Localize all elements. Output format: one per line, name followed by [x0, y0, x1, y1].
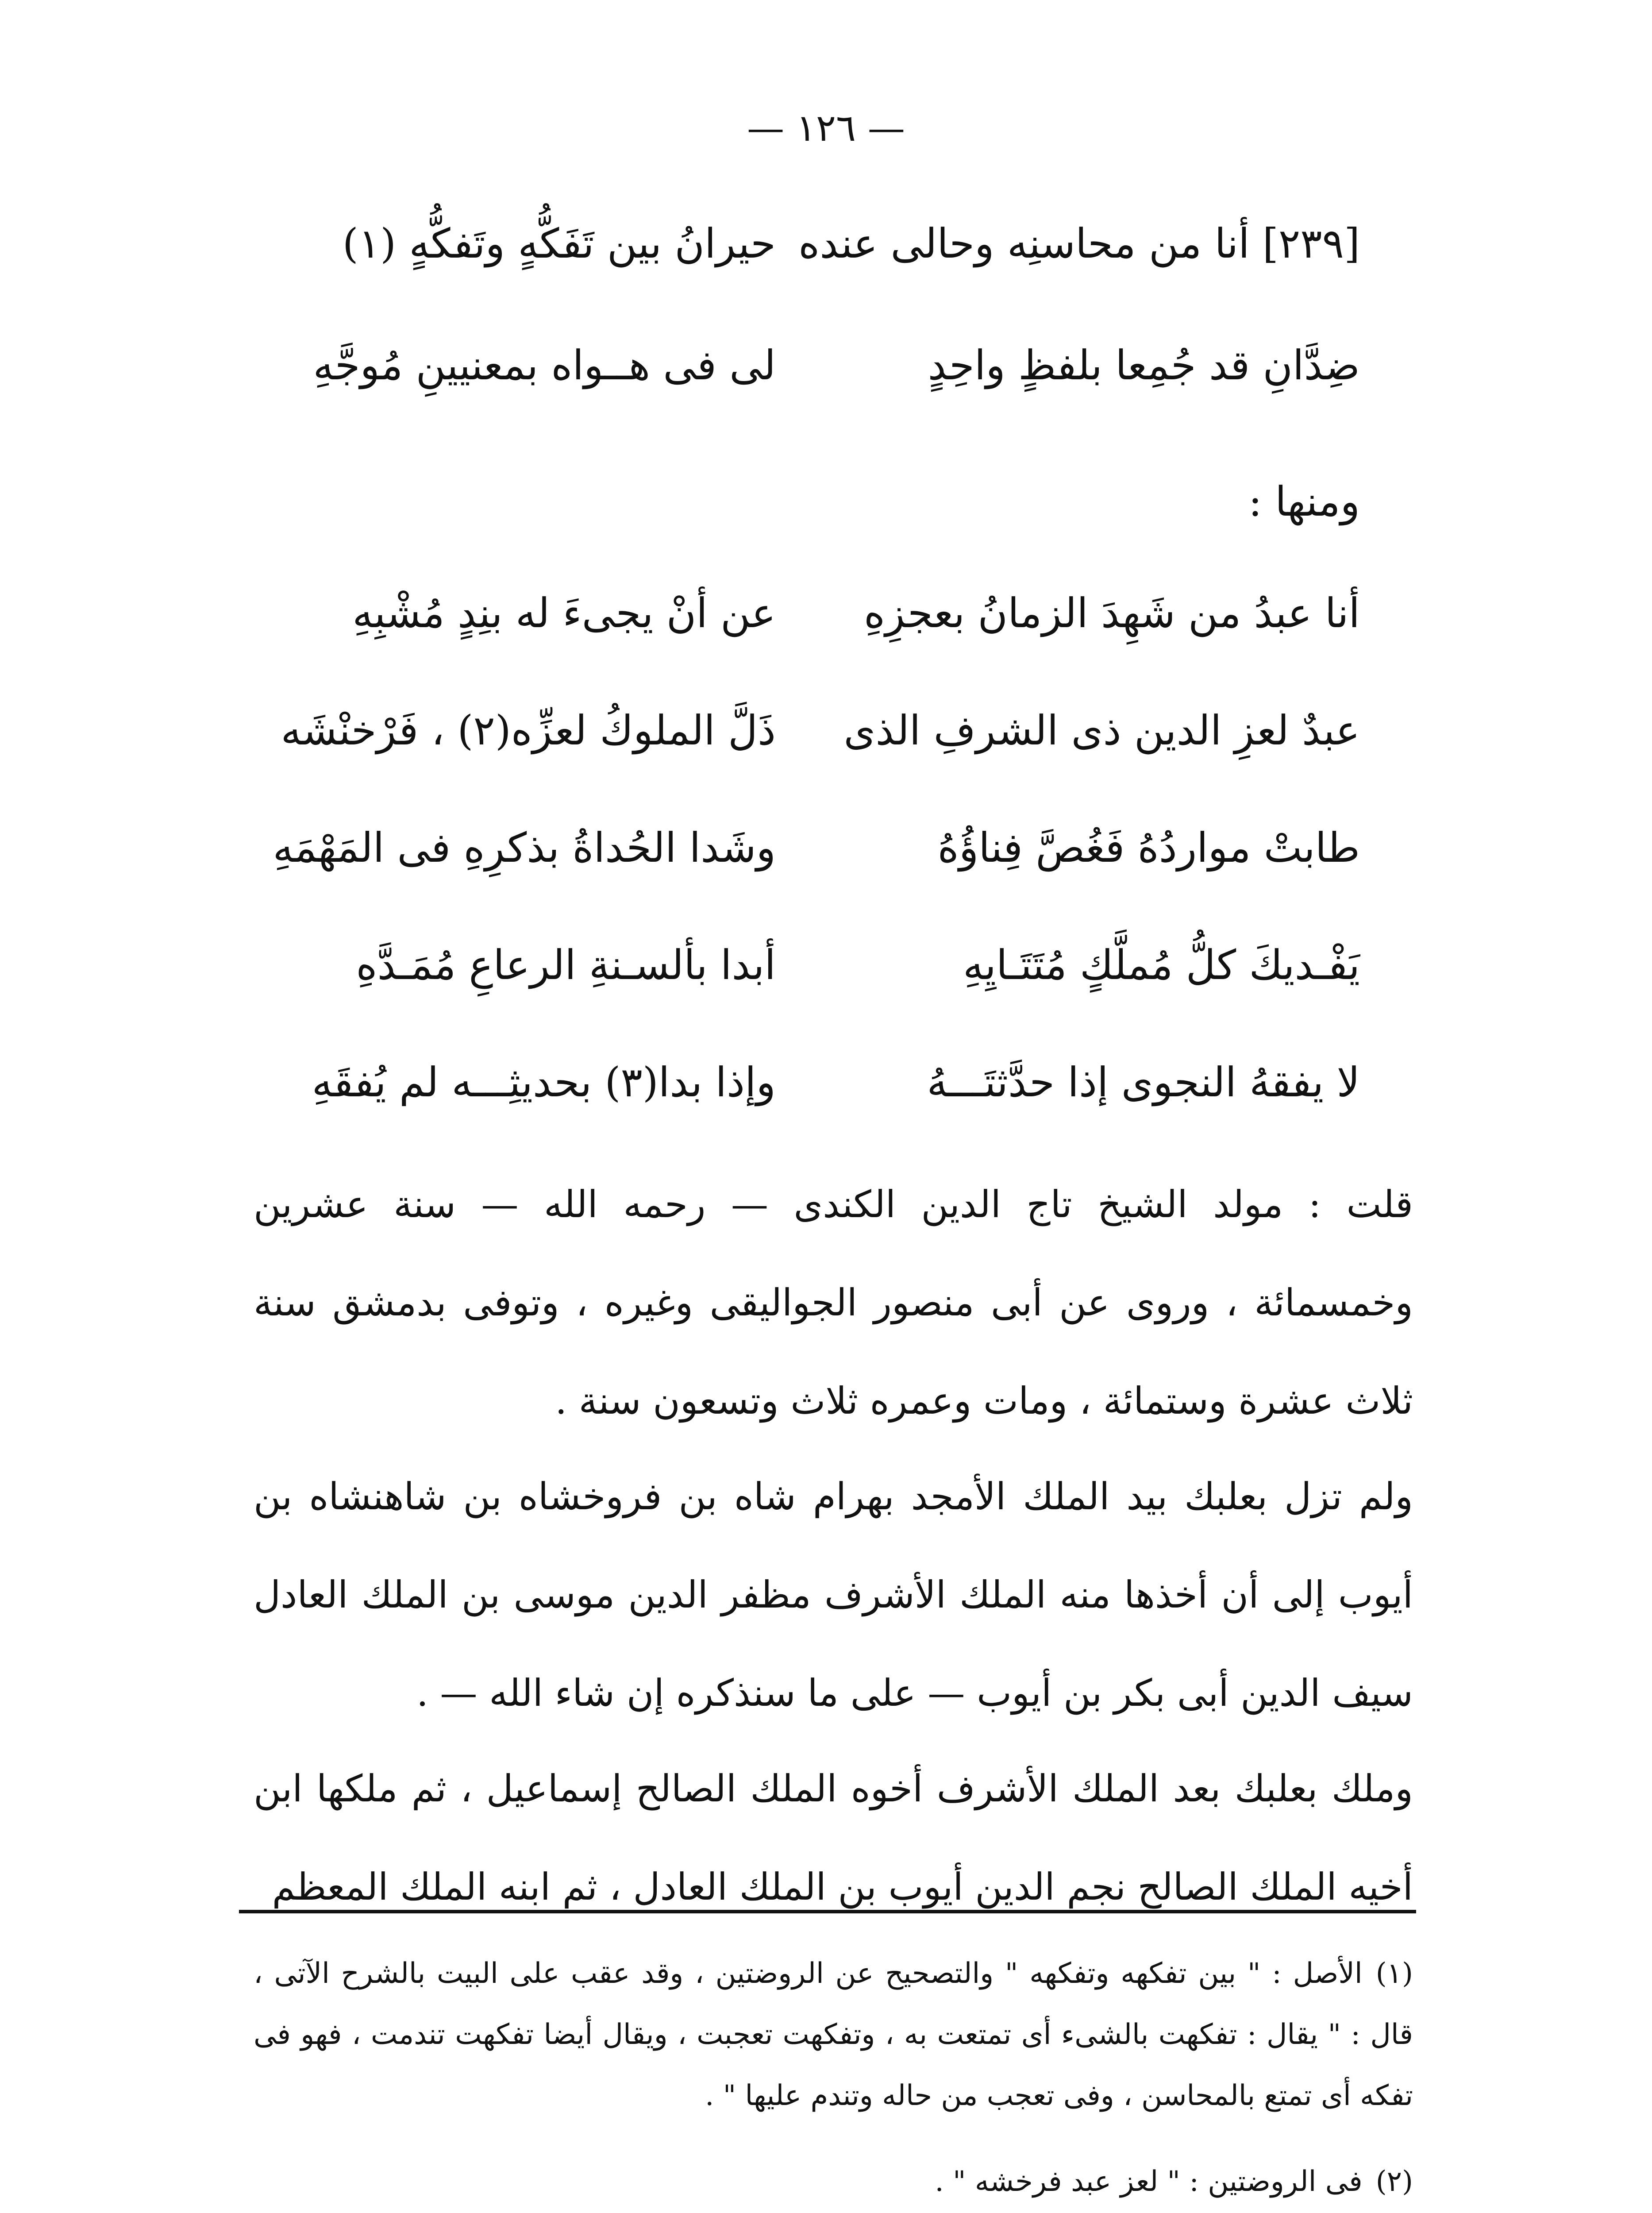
poem-line [267, 812, 1360, 883]
second-hemistich: وشَدا الحُداةُ بذكرِهِ فى المَهْمَهِ [273, 824, 776, 871]
footnote-mark: (٢) [1375, 2165, 1413, 2198]
footnote-divider [239, 1910, 1416, 1913]
second-hemistich: لى فى هــواه بمعنيينِ مُوجَّهِ [313, 341, 776, 389]
poem-line [267, 1047, 1360, 1118]
second-hemistich: أبدا بألسـنةِ الرعاعِ مُمَـدَّهِ [356, 941, 776, 989]
first-hemistich: [٢٣٩] أنا من محاسنِه وحالى عنده [798, 220, 1360, 267]
poem-line [267, 929, 1360, 1000]
footnote-text: فى الروضتين : " لعز عبد فرخشه " . [935, 2165, 1363, 2198]
first-hemistich: ضِدَّانِ قد جُمِعا بلفظٍ واحِدٍ [928, 341, 1360, 389]
first-hemistich: أنا عبدُ من شَهِدَ الزمانُ بعجزِهِ [863, 589, 1360, 637]
poem-line [267, 330, 1360, 401]
second-hemistich: عن أنْ يجىءَ له بنِدٍ مُشْبِهِ [352, 589, 776, 637]
footnote [254, 1943, 1413, 2126]
second-hemistich: ذَلَّ الملوكُ لعزِّه(٢) ، فَرْخنْشَه [281, 706, 776, 754]
poem-line [267, 578, 1360, 648]
prose-paragraph: قلت : مولد الشيخ تاج الدين الكندى — رحمه الله — سنة عشرين وخمسمائة ، وروى عن أبى منصور الجواليقى وغيره ، وتوفى بدمشق سنة ثلاث عشرة وستمائة ، ومات وعمره ثلاث وتسعون سنة . [254, 1183, 1413, 1423]
second-hemistich: وإذا بدا(٣) بحديثِـــه لم يُفقَهِ [312, 1058, 776, 1106]
page-number: — ١٢٦ — [747, 106, 905, 150]
prose-paragraph: ولم تزل بعلبك بيد الملك الأمجد بهرام شاه بن فروخشاه بن شاهنشاه بن أيوب إلى أن أخذها منه الملك الأشرف مظفر الدين موسى بن الملك العادل سيف الدين أبى بكر بن أيوب — على ما سنذكره إن شاء الله — . [254, 1475, 1413, 1715]
first-hemistich: لا يفقهُ النجوى إذا حدَّثتَـــهُ [927, 1058, 1360, 1106]
first-hemistich: يَفْـديكَ كلُّ مُملَّكٍ مُتَتَـايِهِ [963, 941, 1360, 989]
poem-line [267, 695, 1360, 766]
prose-paragraph: وملك بعلبك بعد الملك الأشرف أخوه الملك الصالح إسماعيل ، ثم ملكها ابن أخيه الملك الصالح نجم الدين أيوب بن الملك العادل ، ثم ابنه الملك المعظم [254, 1767, 1413, 1908]
poem-intro: ومنها : [1248, 478, 1360, 525]
footnote [254, 2151, 1413, 2212]
footnote-text: الأصل : " بين تفكهه وتفكهه " والتصحيح عن الروضتين ، وقد عقب على البيت بالشرح الآتى ، قال : " يقال : تفكهت بالشىء أى تمتعت به ، وتفكهت تعجبت ، ويقال أيضا تفكهت تندمت ، فهو فى تفكه أى تمتع بالمحاسن ، وفى تعجب من حاله وتندم عليها " . [254, 1957, 1413, 2112]
second-hemistich: حيرانُ بين تَفَكُّهٍ وتَفكُّهٍ (١) [342, 220, 776, 267]
first-hemistich: طابتْ مواردُهُ فَغُصَّ فِناؤُهُ [937, 824, 1360, 871]
first-hemistich: عبدٌ لعزِ الدين ذى الشرفِ الذى [843, 706, 1360, 754]
poem-line [267, 208, 1360, 279]
footnote-mark: (١) [1375, 1957, 1413, 1990]
